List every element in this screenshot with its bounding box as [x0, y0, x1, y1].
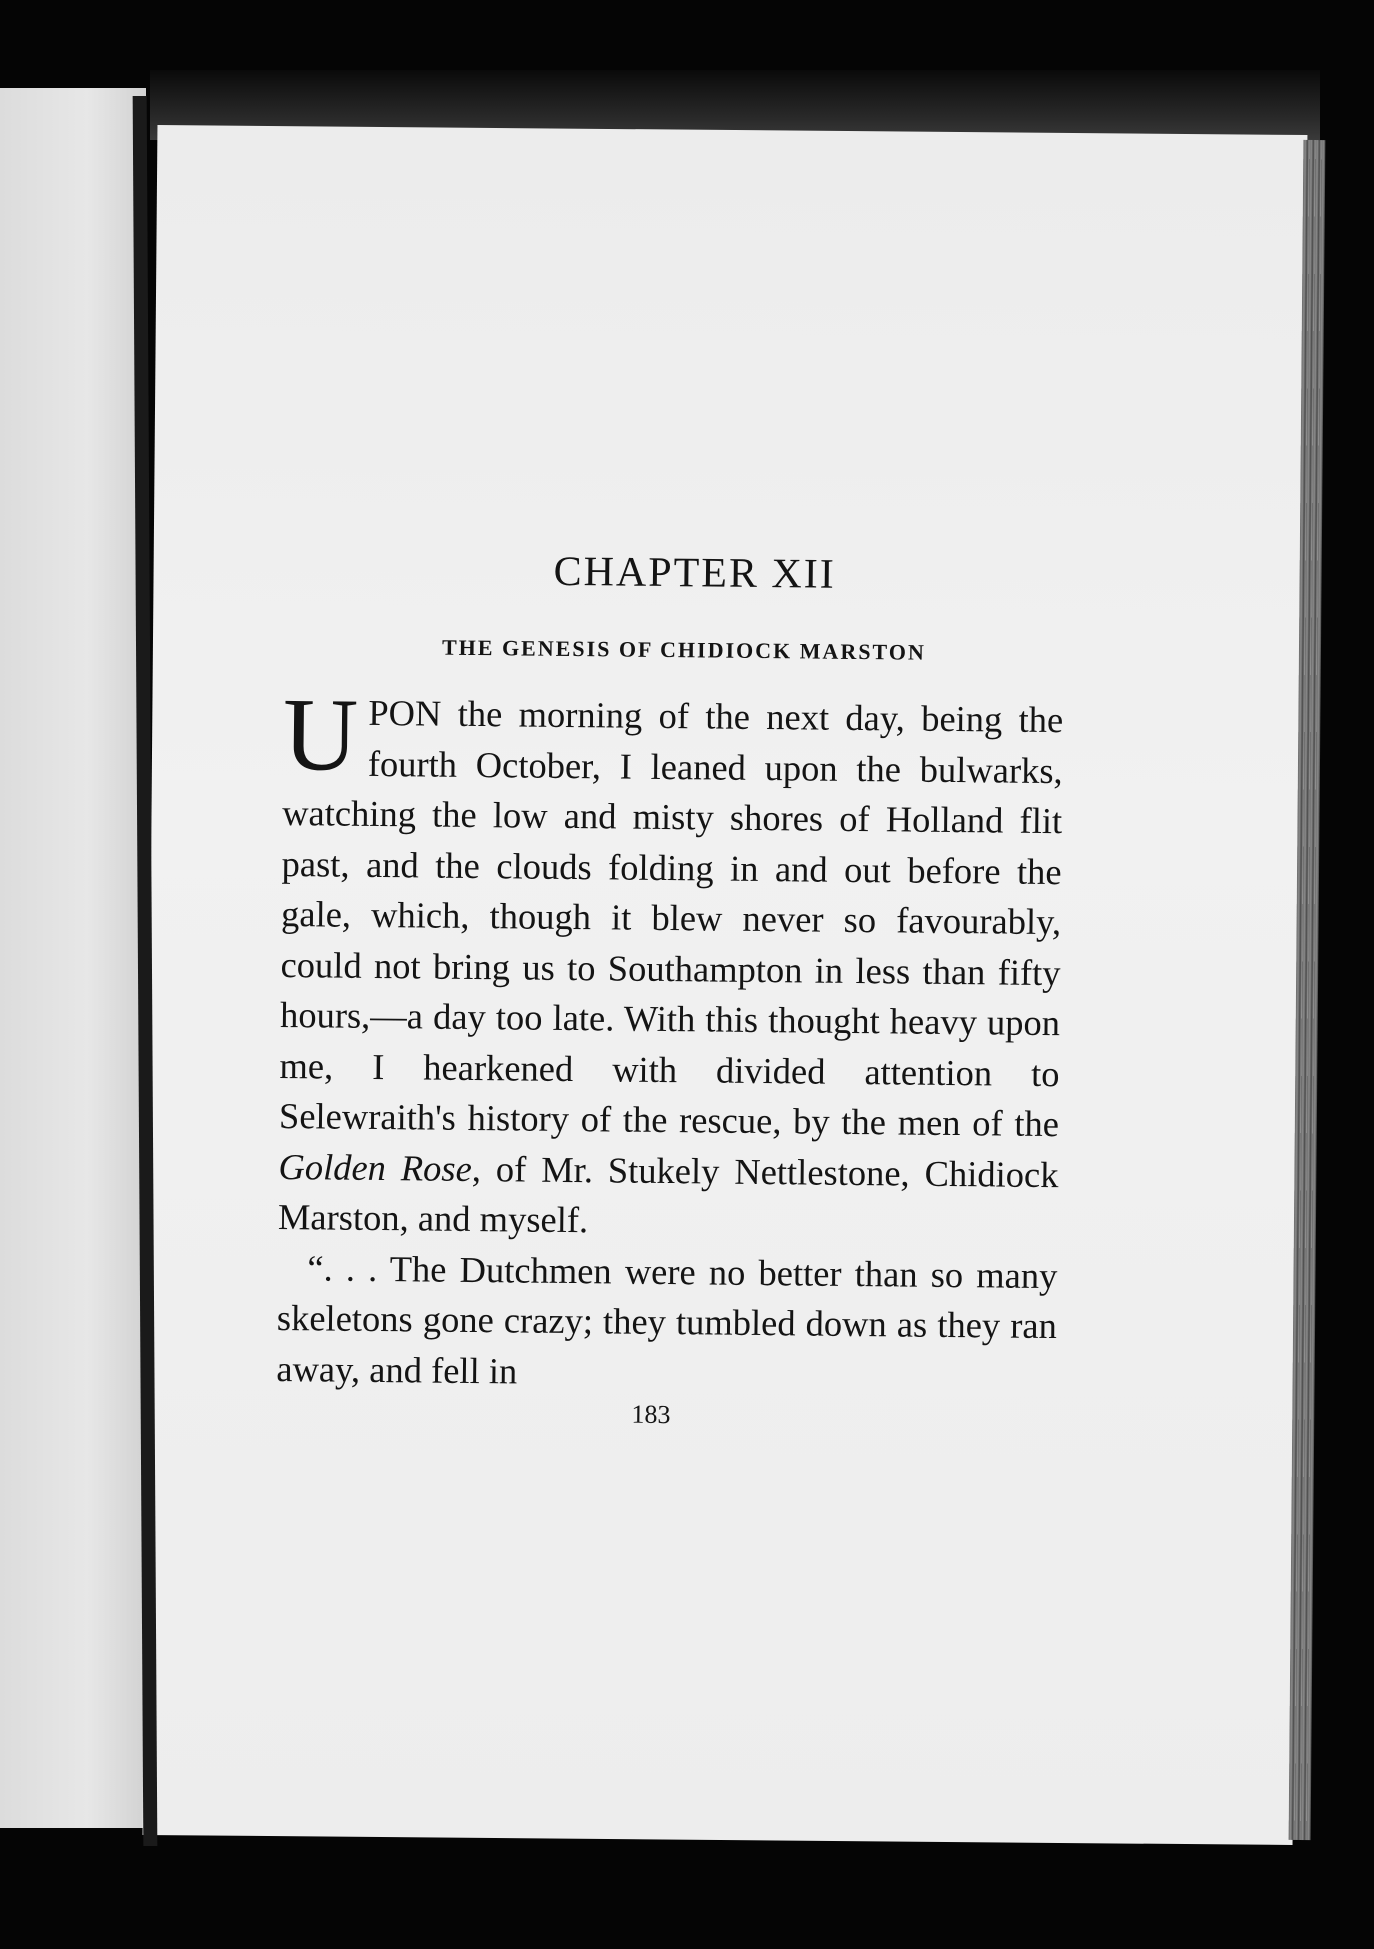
paragraph-2: “. . . The Dutchmen were no better than so many skeletons gone crazy; they tumbled down as they ran away, and fell in: [276, 1246, 1058, 1391]
chapter-title: CHAPTER XII: [553, 548, 837, 598]
drop-cap: U: [282, 676, 359, 793]
chapter-subtitle: THE GENESIS OF CHIDIOCK MARSTON: [441, 634, 926, 665]
paragraph-1-text-end: , of Mr. Stukely Nettlestone, Chidiock Marston, and myself.: [277, 1147, 1059, 1241]
left-page: [0, 88, 146, 1828]
page-number: 183: [631, 1399, 671, 1430]
paragraph-1: [277, 676, 1064, 1251]
paragraph-1-text: PON the morning of the next day, being the fourth October, I leaned upon the bulwarks, watching the low and misty shores of Holland flit past, and the clouds folding in and out before the gale, which, though it blew never so favourably, could not bring us to Southampton in less than fifty hours,—a day too late. With this thought heavy upon me, I hearkened with divided attention to Selewraith's history of the rescue, by the men of the: [278, 691, 1064, 1145]
ship-name: Golden Rose: [278, 1145, 473, 1189]
page-text-block: [276, 545, 1065, 1434]
